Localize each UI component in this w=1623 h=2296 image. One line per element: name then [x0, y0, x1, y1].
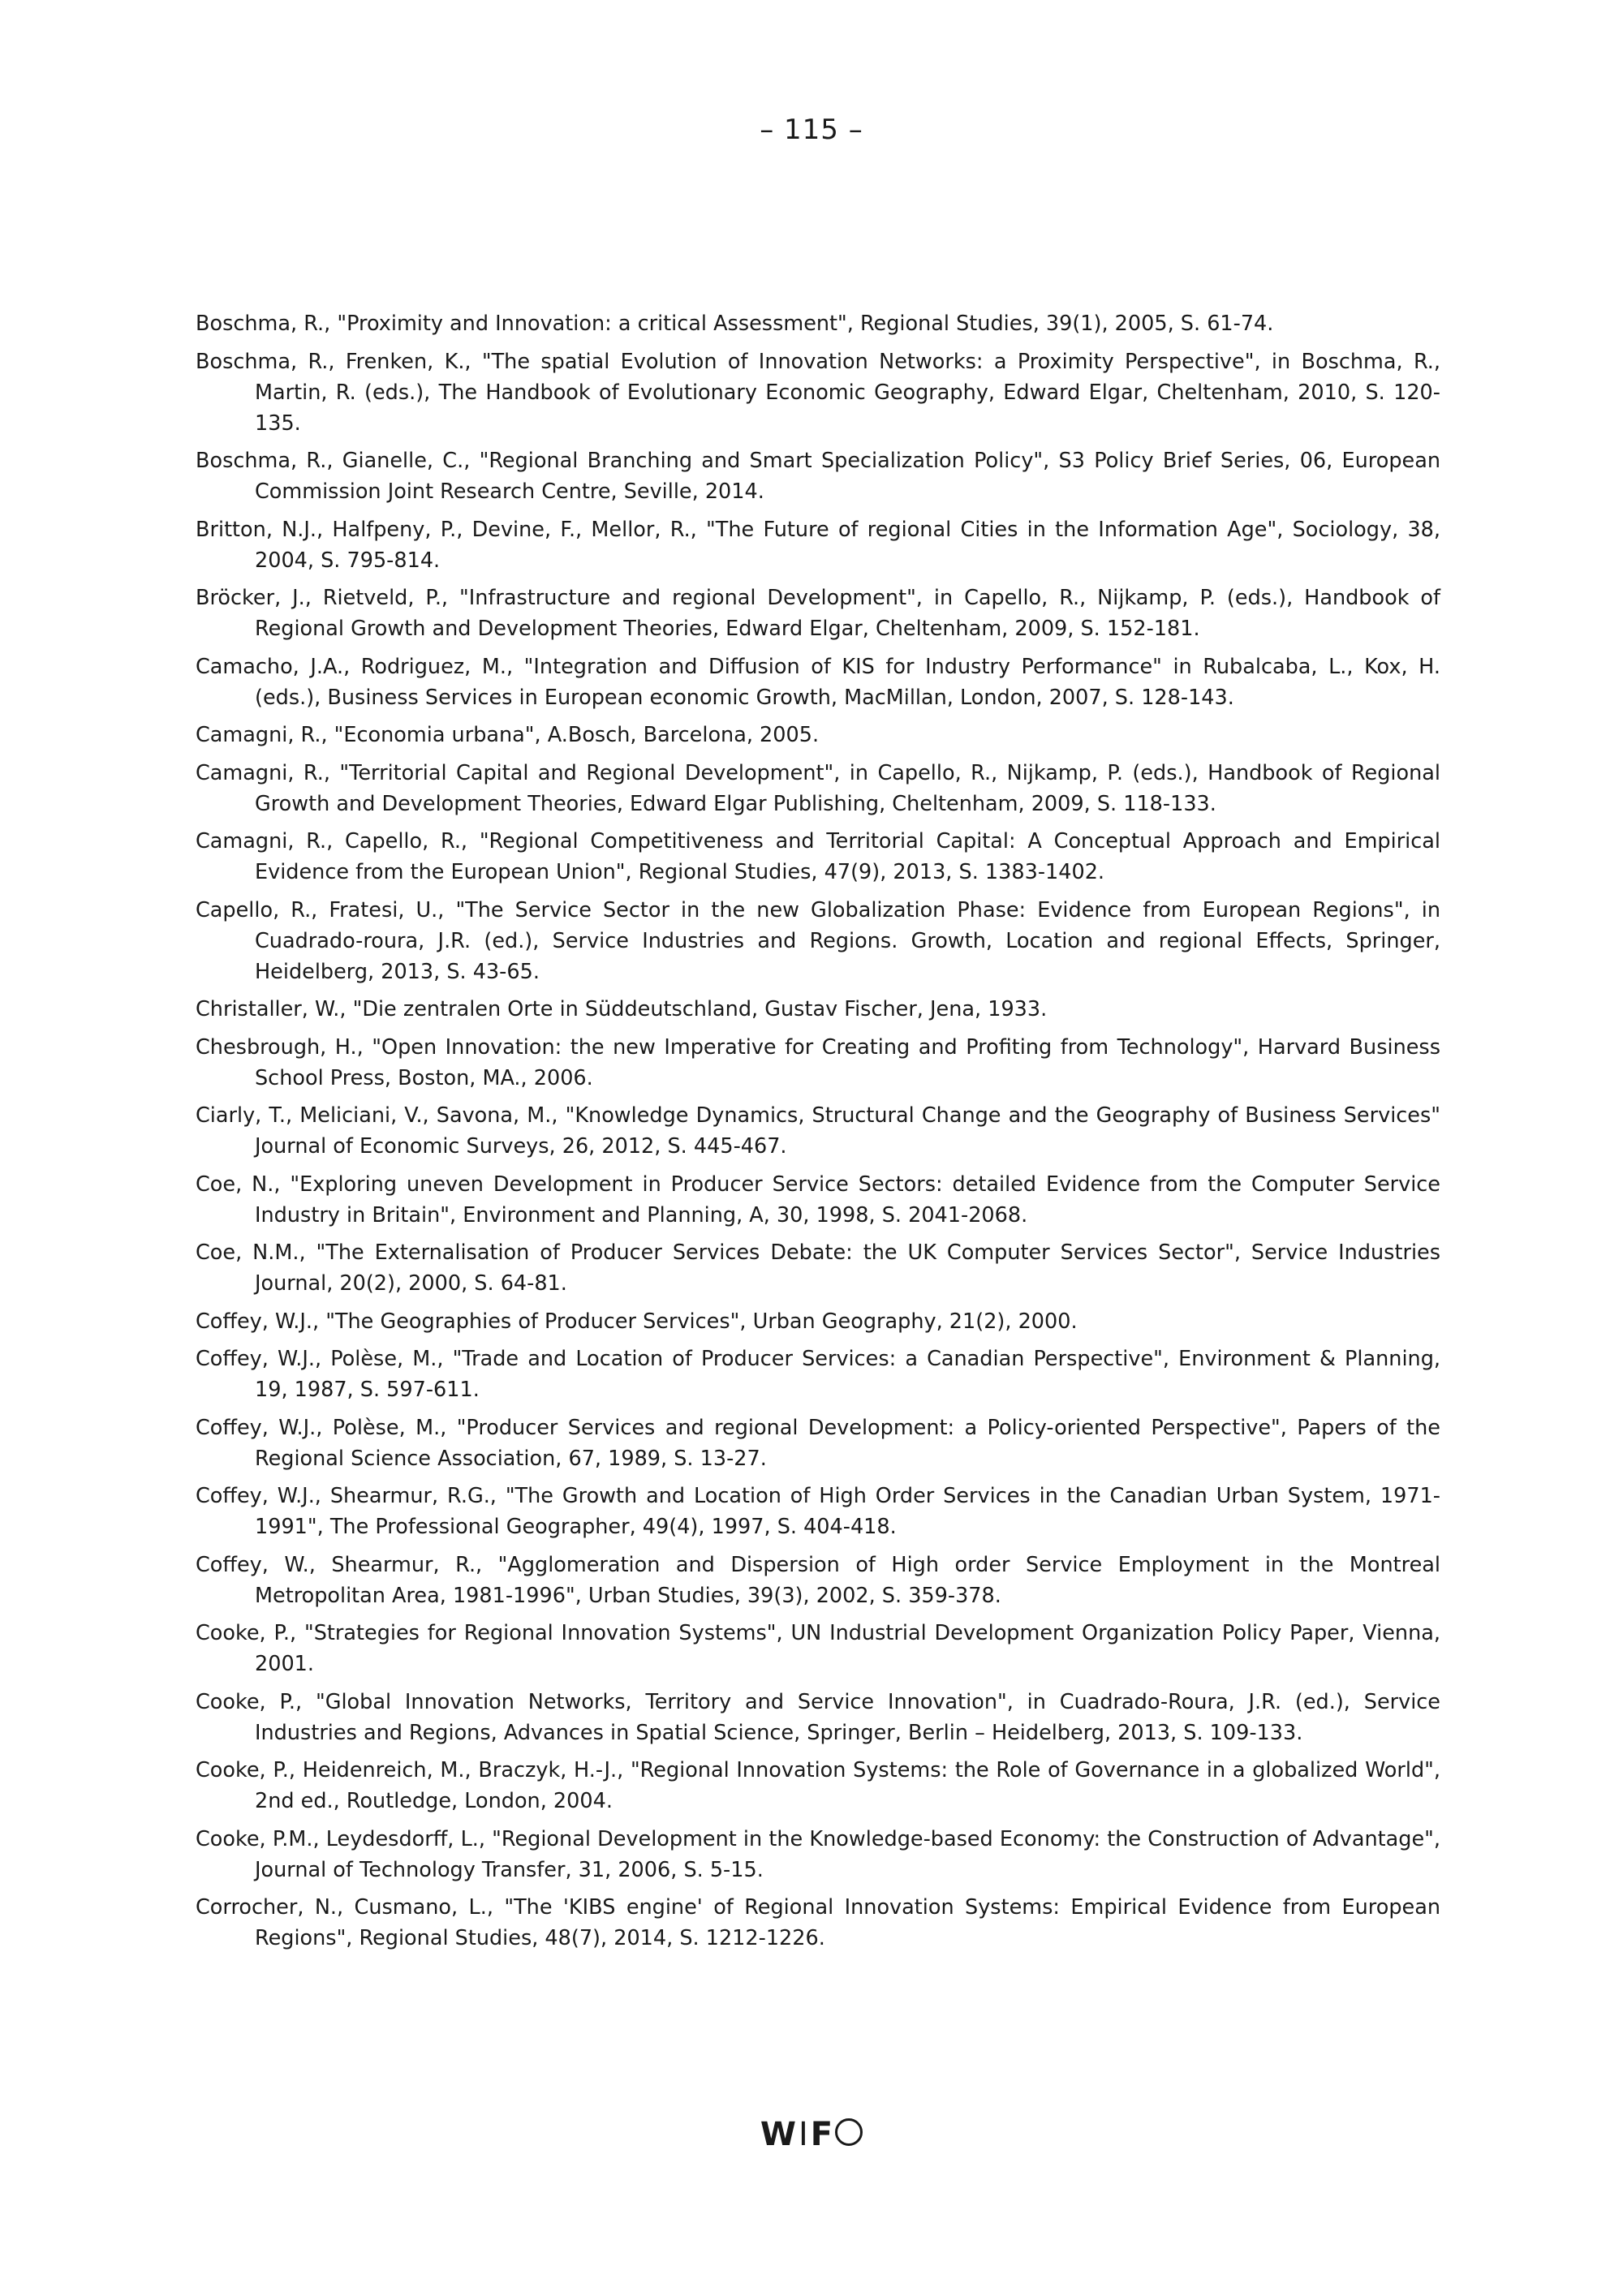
reference-item: Camagni, R., "Economia urbana", A.Bosch, Barcelona, 2005.	[196, 723, 820, 747]
page-number: – 115 –	[760, 114, 863, 146]
logo-ring-icon	[835, 2118, 863, 2146]
reference-item: Christaller, W., "Die zentralen Orte in Süddeutschland, Gustav Fischer, Jena, 1933.	[196, 997, 1048, 1021]
reference-item: Chesbrough, H., "Open Innovation: the new Imperative for Creating and Profiting from Technology", Harvard Business School Press, Boston, MA., 2006.	[196, 1034, 1440, 1090]
reference-item: Capello, R., Fratesi, U., "The Service Sector in the new Globalization Phase: Evidence from European Regions", in Cuadrado-roura, J.R. (ed.), Service Industries and Regions. Growth, Location and regional Effects, Springer, Heidelberg, 2013, S. 43-65.	[196, 897, 1440, 984]
reference-item: Cooke, P.M., Leydesdorff, L., "Regional Development in the Knowledge-based Economy: the Construction of Advantage", Journal of Technology Transfer, 31, 2006, S. 5-15.	[196, 1826, 1440, 1882]
reference-list	[196, 308, 1440, 1961]
reference-item: Coffey, W.J., Polèse, M., "Trade and Location of Producer Services: a Canadian Perspective", Environment & Planning, 19, 1987, S. 597-611.	[196, 1347, 1440, 1402]
reference-item: Camacho, J.A., Rodriguez, M., "Integration and Diffusion of KIS for Industry Performance" in Rubalcaba, L., Kox, H. (eds.), Business Services in European economic Growth, MacMillan, London, 2007, S. 128-143.	[196, 654, 1440, 710]
reference-item: Coffey, W.J., "The Geographies of Producer Services", Urban Geography, 21(2), 2000.	[196, 1309, 1078, 1334]
reference-item: Cooke, P., Heidenreich, M., Braczyk, H.-J., "Regional Innovation Systems: the Role of Governance in a globalized World", 2nd ed., Routledge, London, 2004.	[196, 1758, 1440, 1813]
reference-item: Ciarly, T., Meliciani, V., Savona, M., "Knowledge Dynamics, Structural Change and the Geography of Business Services" Journal of Economic Surveys, 26, 2012, S. 445-467.	[196, 1103, 1440, 1159]
reference-item: Camagni, R., Capello, R., "Regional Competitiveness and Territorial Capital: A Conceptual Approach and Empirical Evidence from the European Union", Regional Studies, 47(9), 2013, S. 1383-1402.	[196, 829, 1440, 884]
reference-item: Coffey, W.J., Shearmur, R.G., "The Growth and Location of High Order Services in the Canadian Urban System, 1971-1991", The Professional Geographer, 49(4), 1997, S. 404-418.	[196, 1484, 1440, 1539]
reference-item: Cooke, P., "Global Innovation Networks, Territory and Service Innovation", in Cuadrado-Roura, J.R. (ed.), Service Industries and Regions, Advances in Spatial Science, Springer, Berlin – Heidelberg, 2013, S. 109-133.	[196, 1689, 1440, 1745]
reference-item: Camagni, R., "Territorial Capital and Regional Development", in Capello, R., Nijkamp, P. (eds.), Handbook of Regional Growth and Development Theories, Edward Elgar Publishing, Cheltenham, 2009, S. 118-133.	[196, 760, 1440, 816]
reference-item: Corrocher, N., Cusmano, L., "The 'KIBS engine' of Regional Innovation Systems: Empirical Evidence from European Regions", Regional Studies, 48(7), 2014, S. 1212-1226.	[196, 1895, 1440, 1950]
logo-letter-i: I	[799, 2116, 809, 2153]
reference-item: Coffey, W., Shearmur, R., "Agglomeration and Dispersion of High order Service Employment in the Montreal Metropolitan Area, 1981-1996", Urban Studies, 39(3), 2002, S. 359-378.	[196, 1552, 1440, 1608]
logo-letter-f: F	[810, 2116, 834, 2153]
reference-item: Boschma, R., "Proximity and Innovation: a critical Assessment", Regional Studies, 39(1), 2005, S. 61-74.	[196, 312, 1274, 336]
logo-letter-w: W	[760, 2116, 797, 2153]
reference-item: Boschma, R., Gianelle, C., "Regional Branching and Smart Specialization Policy", S3 Policy Brief Series, 06, European Commission Joint Research Centre, Seville, 2014.	[196, 449, 1440, 504]
reference-item: Coffey, W.J., Polèse, M., "Producer Services and regional Development: a Policy-oriented Perspective", Papers of the Regional Science Association, 67, 1989, S. 13-27.	[196, 1415, 1440, 1471]
wifo-logo	[0, 2116, 1623, 2153]
reference-item: Boschma, R., Frenken, K., "The spatial Evolution of Innovation Networks: a Proximity Perspective", in Boschma, R., Martin, R. (eds.), The Handbook of Evolutionary Economic Geography, Edward Elgar, Cheltenham, 2010, S. 120-135.	[196, 349, 1440, 436]
reference-item: Britton, N.J., Halfpeny, P., Devine, F., Mellor, R., "The Future of regional Cities in the Information Age", Sociology, 38, 2004, S. 795-814.	[196, 517, 1440, 573]
reference-item: Bröcker, J., Rietveld, P., "Infrastructure and regional Development", in Capello, R., Nijkamp, P. (eds.), Handbook of Regional Growth and Development Theories, Edward Elgar, Cheltenham, 2009, S. 152-181.	[196, 586, 1440, 641]
reference-item: Cooke, P., "Strategies for Regional Innovation Systems", UN Industrial Development Organization Policy Paper, Vienna, 2001.	[196, 1621, 1440, 1676]
reference-item: Coe, N.M., "The Externalisation of Producer Services Debate: the UK Computer Services Sector", Service Industries Journal, 20(2), 2000, S. 64-81.	[196, 1240, 1440, 1296]
reference-item: Coe, N., "Exploring uneven Development in Producer Service Sectors: detailed Evidence from the Computer Service Industry in Britain", Environment and Planning, A, 30, 1998, S. 2041-2068.	[196, 1172, 1440, 1228]
